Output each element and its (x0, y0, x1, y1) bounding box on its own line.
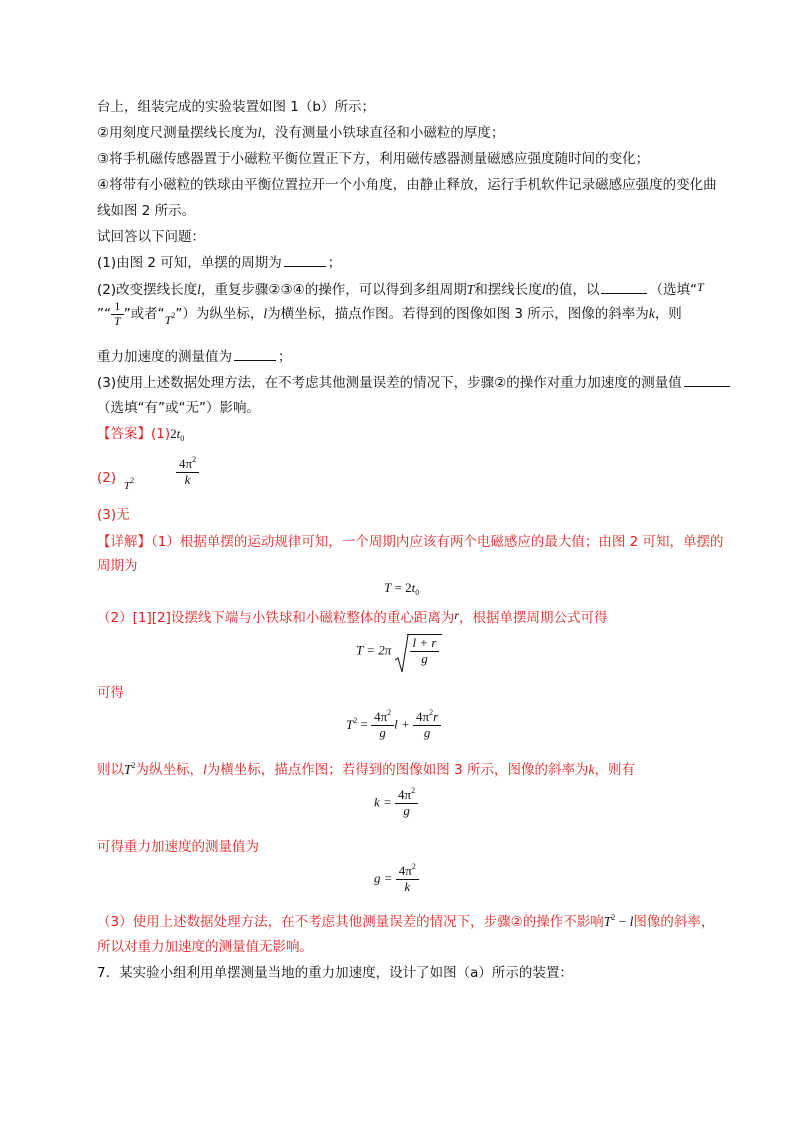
paragraph-step4: ④将带有小磁粒的铁球由平衡位置拉开一个小角度，由静止释放，运行手机软件记录磁感应强度的变化曲 (97, 177, 717, 193)
q2-text-e: （选填“ (649, 282, 697, 298)
step2-text: ②用刻度尺测量摆线长度为 (97, 125, 258, 141)
frac-4pi2-over-g (371, 708, 394, 741)
answer-line-1 (97, 426, 184, 444)
q2-quote: ”“ (97, 306, 111, 323)
eq-sub: 0 (415, 588, 420, 597)
paragraph-step4-cont: 线如图 2 所示。 (97, 203, 196, 219)
var-l: l (263, 306, 268, 322)
answer-1-label: (1) (151, 426, 171, 442)
eq-T: T (346, 717, 354, 733)
frac-den: k (184, 471, 191, 487)
question-3-line1 (97, 374, 732, 391)
answer-blank (284, 254, 326, 267)
frac-den: g (379, 724, 386, 740)
detail-line-4: 可得 (97, 685, 124, 701)
var-T: T (124, 480, 131, 492)
q3-text: (3)使用上述数据处理方法，在不考虑其他测量误差的情况下，步骤②的操作对重力加速度的测量值 (97, 375, 682, 391)
question-2-line1 (97, 280, 704, 298)
sup-2: 2 (192, 455, 197, 464)
radical-icon (395, 634, 409, 674)
q2-text-d: 的值，以 (545, 282, 600, 298)
frac-l-plus-r-over-g (410, 636, 440, 667)
q1-end: ； (327, 255, 342, 271)
opt-T: T (164, 313, 172, 328)
option-one-over-T (111, 300, 124, 329)
detail-text-7b: 图像的斜率， (633, 914, 715, 930)
question-7-heading: 7．某实验小组利用单摆测量当地的重力加速度，设计了如图（a）所示的装置： (97, 965, 573, 981)
sup-2: 2 (411, 862, 416, 871)
frac-4pi2r-over-g (413, 708, 441, 741)
frac-num (396, 862, 419, 880)
sup-2: 2 (130, 476, 135, 485)
answer-tag: 【答案】 (97, 426, 151, 442)
num-4pi: 4π (416, 709, 430, 724)
eq-T: T (384, 580, 392, 595)
q2-text-c: 和摆线长度 (474, 282, 542, 298)
eq-lhs: T = 2π (356, 642, 392, 658)
minus: − (615, 914, 630, 929)
var-T: T (124, 762, 132, 777)
q2-g-end: ； (278, 349, 292, 365)
paragraph-step3: ③将手机磁传感器置于小磁粒平衡位置正下方，利用磁传感器测量磁感应强度随时间的变化； (97, 151, 650, 167)
num-2: 2 (170, 426, 177, 441)
paragraph-step2 (97, 125, 504, 141)
q2-text-b: ，重复步骤②③④的操作，可以得到多组周期 (200, 282, 467, 298)
answer-1-value (170, 426, 184, 441)
detail-text-5a: 则以 (97, 762, 124, 778)
var-t: t (176, 426, 181, 441)
answer-2-T-squared (124, 476, 134, 493)
detail-line-2: 周期为 (97, 558, 138, 574)
detail-text-1: （1）根据单摆的运动规律可知，一个周期内应该有两个电磁感应的最大值；由图 2 可知，单摆的 (151, 534, 724, 550)
equation-T-2t0 (384, 580, 419, 598)
equation-k (374, 786, 418, 819)
frac-num (176, 455, 199, 473)
equation-g (374, 862, 419, 895)
var-l: l (629, 914, 634, 929)
paragraph-setup: 台上，组装完成的实验装置如图 1（b）所示； (97, 99, 375, 115)
detail-tag: 【详解】 (97, 534, 151, 550)
detail-text-3a: （2）[1][2]设摆线下端与小铁球和小磁粒整体的重心距离为 (97, 610, 455, 626)
answer-blank (234, 348, 276, 361)
equation-period-formula (356, 634, 442, 667)
var-T-squared (124, 762, 136, 777)
q2-text-a: (2)改变摆线长度 (97, 282, 198, 298)
frac-4pi2-over-g (395, 786, 418, 819)
detail-text-3b: ，根据单摆周期公式可得 (459, 610, 608, 626)
opt-sup: 2 (171, 311, 176, 321)
q2-text-axis: ”）为纵坐标， (175, 306, 264, 323)
var-l: l (541, 282, 546, 297)
expr-T2-minus-l (604, 914, 634, 929)
answer-3: (3)无 (97, 507, 130, 523)
option-T: T (696, 280, 704, 294)
option-T-squared (165, 313, 176, 327)
frac-4pi2-over-k (396, 862, 419, 895)
question-3-line2: （选填“有”或“无”）影响。 (97, 400, 260, 416)
frac-num: 1 (111, 300, 124, 315)
detail-line-8: 所以对重力加速度的测量值无影响。 (97, 939, 313, 955)
q2-or: ”或者“ (123, 306, 165, 323)
detail-line-6: 可得重力加速度的测量值为 (97, 839, 259, 855)
sqrt-sign (395, 634, 443, 667)
var-k: k (588, 762, 595, 777)
frac-num (371, 708, 394, 726)
eq-t: t (411, 580, 416, 595)
detail-text-5d: ，则有 (594, 762, 635, 778)
var-l: l (197, 282, 201, 297)
var-k: k (648, 306, 655, 322)
frac-num (395, 786, 418, 804)
sup-2: 2 (611, 913, 616, 922)
paragraph-prompt: 试回答以下问题： (97, 229, 205, 245)
answer-2-fraction (176, 455, 199, 488)
detail-line-7 (97, 913, 714, 930)
detail-line-3 (97, 608, 608, 626)
answer-blank (601, 281, 647, 294)
question-2-line3 (97, 348, 292, 365)
answer-blank (684, 374, 730, 387)
detail-text-7a: （3）使用上述数据处理方法，在不考虑其他测量误差的情况下，步骤②的操作不影响 (97, 914, 604, 930)
sup-2: 2 (411, 786, 416, 795)
num-4pi: 4π (179, 456, 193, 471)
detail-text-5c: 为横坐标，描点作图；若得到的图像如图 3 所示，图像的斜率为 (206, 762, 589, 778)
frac-den: k (404, 878, 411, 894)
eq-lhs: g = (374, 870, 396, 886)
var-l: l (203, 762, 207, 777)
eq-sign: = (357, 716, 372, 732)
q2-text-then: ，则 (654, 306, 682, 323)
detail-line-5 (97, 761, 635, 778)
var-r: r (454, 608, 460, 622)
detail-text-5b: 为纵坐标， (135, 762, 204, 778)
equation-T2-linear (346, 708, 441, 741)
answer-2-label: (2) (97, 470, 117, 486)
eq-T2 (346, 717, 357, 732)
sup-2: 2 (131, 761, 136, 770)
sup-2: 2 (387, 708, 392, 717)
num-4pi: 4π (374, 709, 388, 724)
step2-text-end: ，没有测量小铁球直径和小磁粒的厚度； (261, 125, 505, 141)
var-T: T (603, 914, 612, 929)
question-2-line2 (97, 300, 682, 340)
frac-num (413, 708, 441, 726)
frac-den: T (114, 313, 121, 328)
q2-g-text: 重力加速度的测量值为 (97, 349, 232, 365)
frac-4pi2-over-k (176, 455, 199, 488)
sub-0: 0 (180, 434, 185, 443)
radicand (407, 634, 443, 667)
var-r: r (433, 709, 439, 724)
sup-2: 2 (429, 708, 434, 717)
q1-text: (1)由图 2 可知，单摆的周期为 (97, 255, 282, 271)
frac-den: g (421, 650, 428, 666)
eq-lhs: k = (374, 794, 396, 810)
var-T: T (466, 282, 475, 297)
var-l: l (257, 125, 262, 140)
eq-mid: l + (394, 716, 414, 732)
q2-text-slope: 为横坐标，描点作图。若得到的图像如图 3 所示，图像的斜率为 (267, 306, 649, 323)
detail-line-1 (97, 534, 724, 550)
sup-2: 2 (353, 716, 358, 726)
num-4pi: 4π (398, 787, 412, 802)
eq-sign: = 2 (391, 580, 412, 595)
frac-num: l + r (410, 636, 440, 652)
frac-den: g (403, 802, 410, 818)
question-1 (97, 254, 341, 271)
num-4pi: 4π (398, 863, 412, 878)
frac-den: g (423, 724, 431, 740)
